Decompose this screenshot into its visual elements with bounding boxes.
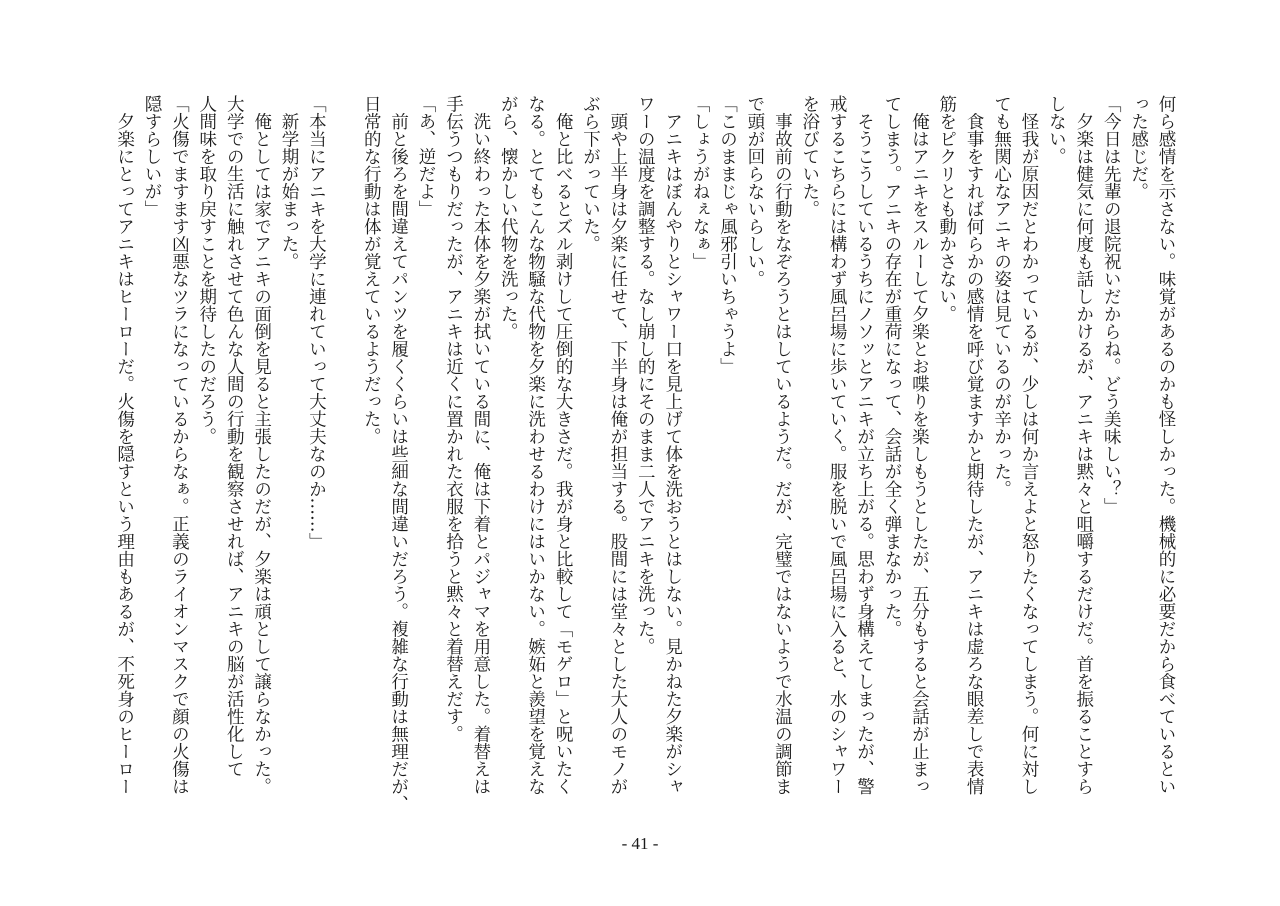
blank-line [329, 95, 356, 810]
text-line: ても無関心なアニキの姿は見ているのが辛かった。 [991, 95, 1012, 498]
text-line: 何ら感情を示さない。味覚があるのかも怪しかった。機械的に必要だから食べているとい [1156, 95, 1176, 795]
text-line: ワーの温度を調整する。なし崩し的にそのまま二人でアニキを洗った。 [635, 95, 656, 655]
text-line: 俺と比べるとズル剥けして圧倒的な大きさだ。我が身と比較して「モゲロ」と呪いたく [553, 95, 574, 795]
text-line: 戒するこちらには構わず風呂場に歩いていく。服を脱いで風呂場に入ると、水のシャワー [827, 95, 848, 795]
text-line: 頭や上半身は夕楽に任せて、下半身は俺が担当する。股間には堂々とした大人のモノが [607, 95, 628, 795]
text-line: 隠すらしいが」 [141, 95, 162, 218]
text-line: ぶら下がっていた。 [580, 95, 601, 253]
text-line: 筋をピクリとも動かさない。 [936, 95, 957, 323]
text-line: 夕楽は健気に何度も話しかけるが、アニキは黙々と咀嚼するだけだ。首を振ることすら [1073, 95, 1094, 795]
text-line: 前と後ろを間違えてパンツを履くくらいは些細な間違いだろう。複雑な行動は無理だが、 [388, 95, 409, 813]
vertical-text-body [110, 95, 1179, 813]
text-line: 「しょうがねぇなぁ」 [690, 95, 711, 270]
text-line: 食事をすれば何らかの感情を呼び覚ますかと期待したが、アニキは虚ろな眼差しで表情 [964, 95, 985, 795]
text-line: 手伝うつもりだったが、アニキは近くに置かれた衣服を拾うと黙々と着替えだす。 [443, 95, 464, 743]
page-number: - 41 - [621, 834, 659, 853]
text-line: 「今日は先輩の退院祝いだからね。どう美味しい？」 [1101, 95, 1122, 515]
text-line: 俺はアニキをスルーして夕楽とお喋りを楽しもうとしたが、五分もすると会話が止まっ [909, 95, 930, 795]
text-line: 新学期が始まった。 [279, 95, 299, 270]
text-line: で頭が回らないらしい。 [744, 95, 765, 288]
text-line: った感じだ。 [1128, 95, 1149, 200]
text-line: 日常的な行動は体が覚えているようだった。 [361, 95, 382, 445]
text-line: しない。 [1046, 95, 1067, 165]
text-line: 「火傷でますます凶悪なツラになっているからなぁ。正義のライオンマスクで顔の火傷は [169, 95, 190, 795]
text-line: がら、懐かしい代物を洗った。 [498, 95, 519, 340]
text-line: 「あ、逆だよ」 [416, 95, 437, 218]
text-line: を浴びていた。 [799, 95, 820, 218]
text-line: 事故前の行動をなぞろうとはしているようだ。だが、完璧ではないようで水温の調節ま [772, 95, 793, 795]
text-line: アニキはぼんやりとシャワー口を見上げて体を洗おうとはしない。見かねた夕楽がシャ [662, 95, 683, 795]
text-line: 大学での生活に触れさせて色んな人間の行動を観察させれば、アニキの脳が活性化して [224, 95, 245, 778]
text-line: そうこうしているうちにノソッとアニキが立ち上がる。思わず身構えてしまったが、警 [854, 95, 875, 795]
text-line: てしまう。アニキの存在が重荷になって、会話が全く弾まなかった。 [881, 95, 902, 638]
text-line: 人間味を取り戻すことを期待したのだろう。 [196, 95, 217, 445]
text-line: 怪我が原因だとわかっているが、少しは何か言えよと怒りたくなってしまう。何に対し [1018, 95, 1039, 795]
text-line: 俺としては家でアニキの面倒を見ると主張したのだが、夕楽は頑として譲らなかった。 [251, 95, 272, 795]
text-line: 夕楽にとってアニキはヒーローだ。火傷を隠すという理由もあるが、不死身のヒーロー [114, 95, 135, 795]
text-line: 洗い終わった本体を夕楽が拭いている間に、俺は下着とパジャマを用意した。着替えは [470, 95, 491, 795]
text-line: 「このままじゃ風邪引いちゃうよ」 [717, 95, 738, 375]
text-line: なる。とてもこんな物騒な代物を夕楽に洗わせるわけにはいかない。嫉妬と羨望を覚えな [525, 95, 546, 795]
text-line: 「本当にアニキを大学に連れていって大丈夫なのか……」 [306, 95, 327, 550]
